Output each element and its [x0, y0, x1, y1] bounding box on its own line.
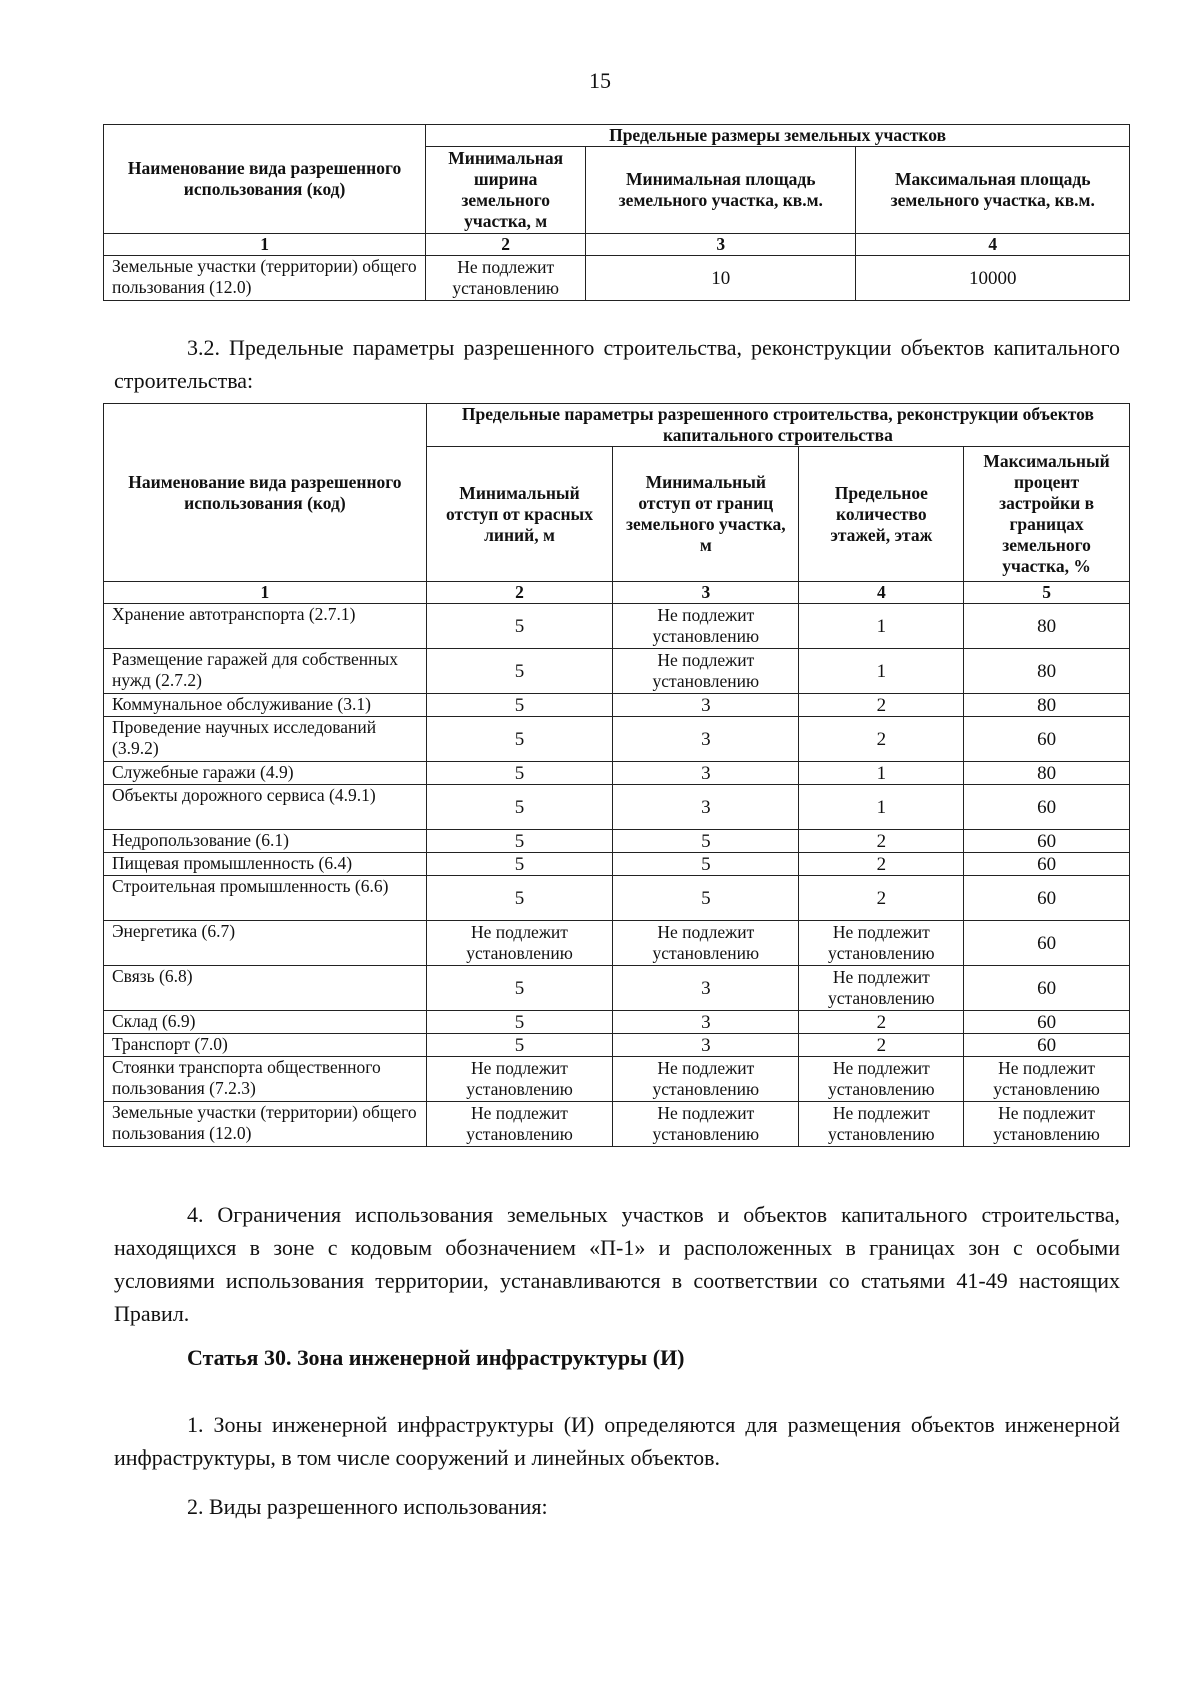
table2-row-red-line-offset: Не подлежит установлению — [426, 921, 612, 966]
table2-row-name: Коммунальное обслуживание (3.1) — [104, 694, 427, 717]
table2-row-red-line-offset: 5 — [426, 717, 612, 762]
table2-row-red-line-offset: Не подлежит установлению — [426, 1057, 612, 1102]
table1-header-max-area: Максимальная площадь земельного участка, кв.м. — [856, 147, 1130, 234]
table2-row-boundary-offset: 3 — [613, 966, 799, 1011]
table1-index-cell: 1 — [104, 234, 426, 256]
paragraph-4-text: 4. Ограничения использования земельных участков и объектов капитального строительства, находящихся в зоне с кодовым обозначением «П-1» и расположенных в границах зон с особыми условиями использования территории, устанавливаются в соответствии со статьями 41-49 настоящих Правил. — [114, 1202, 1120, 1326]
table-row — [104, 717, 1130, 762]
table2-row-build-percent: 60 — [964, 830, 1130, 853]
table2-row-floors: Не подлежит установлению — [799, 1057, 964, 1102]
table2-row-build-percent: 60 — [964, 921, 1130, 966]
paragraph-3-2 — [114, 331, 1120, 397]
paragraph-3-2-text: 3.2. Предельные параметры разрешенного строительства, реконструкции объектов капитального строительства: — [114, 335, 1120, 393]
table2-row-name: Транспорт (7.0) — [104, 1034, 427, 1057]
table2-row-build-percent: Не подлежит установлению — [964, 1057, 1130, 1102]
table2-row-floors: Не подлежит установлению — [799, 921, 964, 966]
table-row — [104, 762, 1130, 785]
article-30-heading: Статья 30. Зона инженерной инфраструктуры (И) — [187, 1345, 685, 1370]
table1-header-min-area: Минимальная площадь земельного участка, кв.м. — [586, 147, 856, 234]
table2-row-name: Размещение гаражей для собственных нужд (2.7.2) — [104, 649, 427, 694]
table2-row-boundary-offset: Не подлежит установлению — [613, 604, 799, 649]
table2-row-boundary-offset: 3 — [613, 1034, 799, 1057]
table2-row-build-percent: 80 — [964, 649, 1130, 694]
table1-header-min-width: Минимальная ширина земельного участка, м — [426, 147, 586, 234]
table2-row-build-percent: 80 — [964, 604, 1130, 649]
table1-index-cell: 3 — [586, 234, 856, 256]
table2-row-boundary-offset: Не подлежит установлению — [613, 921, 799, 966]
table2-row-build-percent: 80 — [964, 694, 1130, 717]
table2-header-floors: Предельное количество этажей, этаж — [799, 447, 964, 582]
table-row — [104, 694, 1130, 717]
table1-group-header: Предельные размеры земельных участков — [426, 125, 1130, 147]
table2-index-cell: 5 — [964, 582, 1130, 604]
table2-row-name: Проведение научных исследований (3.9.2) — [104, 717, 427, 762]
table2-row-red-line-offset: 5 — [426, 1034, 612, 1057]
table-row — [104, 1057, 1130, 1102]
table2-row-red-line-offset: Не подлежит установлению — [426, 1102, 612, 1147]
construction-parameters-table — [103, 403, 1130, 1147]
table2-row-boundary-offset: Не подлежит установлению — [613, 1102, 799, 1147]
paragraph-4 — [114, 1198, 1120, 1330]
land-plot-size-table — [103, 124, 1130, 301]
table2-row-red-line-offset: 5 — [426, 876, 612, 921]
table-row — [104, 1102, 1130, 1147]
table2-group-header: Предельные параметры разрешенного строительства, реконструкции объектов капитального строительства — [426, 404, 1129, 447]
table2-row-floors: 2 — [799, 876, 964, 921]
table2-row-build-percent: 60 — [964, 1011, 1130, 1034]
table2-row-red-line-offset: 5 — [426, 1011, 612, 1034]
table1-index-cell: 4 — [856, 234, 1130, 256]
table2-row-boundary-offset: 3 — [613, 717, 799, 762]
table2-header-boundary-offset: Минимальный отступ от границ земельного участка, м — [613, 447, 799, 582]
table2-row-name: Объекты дорожного сервиса (4.9.1) — [104, 785, 427, 830]
table-row — [104, 853, 1130, 876]
table2-row-floors: 2 — [799, 1034, 964, 1057]
table2-index-cell: 1 — [104, 582, 427, 604]
table2-row-floors: 2 — [799, 694, 964, 717]
table-row — [104, 785, 1130, 830]
table2-row-boundary-offset: 3 — [613, 762, 799, 785]
table-row — [104, 1034, 1130, 1057]
table1-row-min-area: 10 — [586, 256, 856, 301]
table2-row-build-percent: 60 — [964, 785, 1130, 830]
table-row — [104, 876, 1130, 921]
table2-row-boundary-offset: Не подлежит установлению — [613, 649, 799, 694]
table2-row-floors: 2 — [799, 830, 964, 853]
table2-row-build-percent: 60 — [964, 876, 1130, 921]
table2-row-build-percent: 60 — [964, 853, 1130, 876]
table2-row-name: Служебные гаражи (4.9) — [104, 762, 427, 785]
table2-row-name: Земельные участки (территории) общего пользования (12.0) — [104, 1102, 427, 1147]
table-row — [104, 604, 1130, 649]
table2-row-floors: Не подлежит установлению — [799, 1102, 964, 1147]
table2-row-boundary-offset: 3 — [613, 785, 799, 830]
table-row — [104, 830, 1130, 853]
table2-row-floors: Не подлежит установлению — [799, 966, 964, 1011]
table2-row-floors: 1 — [799, 762, 964, 785]
table2-row-build-percent: 60 — [964, 1034, 1130, 1057]
table-row — [104, 256, 1130, 301]
table2-row-build-percent: 60 — [964, 717, 1130, 762]
table2-header-red-line-offset: Минимальный отступ от красных линий, м — [426, 447, 612, 582]
table2-row-name: Стоянки транспорта общественного пользования (7.2.3) — [104, 1057, 427, 1102]
table1-row-name: Земельные участки (территории) общего пользования (12.0) — [104, 256, 426, 301]
table2-row-red-line-offset: 5 — [426, 604, 612, 649]
table-row — [104, 649, 1130, 694]
table2-row-floors: 1 — [799, 649, 964, 694]
table2-row-floors: 2 — [799, 1011, 964, 1034]
table1-name-header: Наименование вида разрешенного использования (код) — [104, 125, 426, 234]
table2-row-boundary-offset: 3 — [613, 1011, 799, 1034]
table2-row-red-line-offset: 5 — [426, 853, 612, 876]
table1-index-cell: 2 — [426, 234, 586, 256]
table2-row-floors: 1 — [799, 785, 964, 830]
page-number: 15 — [589, 68, 611, 93]
table2-row-boundary-offset: 3 — [613, 694, 799, 717]
paragraph-30-2 — [114, 1490, 1120, 1523]
table2-row-name: Пищевая промышленность (6.4) — [104, 853, 427, 876]
table2-row-red-line-offset: 5 — [426, 785, 612, 830]
table2-row-boundary-offset: 5 — [613, 853, 799, 876]
table2-row-boundary-offset: 5 — [613, 830, 799, 853]
table2-row-floors: 2 — [799, 853, 964, 876]
table2-row-name: Хранение автотранспорта (2.7.1) — [104, 604, 427, 649]
table-row — [104, 1011, 1130, 1034]
table-row — [104, 966, 1130, 1011]
table1-row-min-width: Не подлежит установлению — [426, 256, 586, 301]
table2-row-build-percent: Не подлежит установлению — [964, 1102, 1130, 1147]
table1-row-max-area: 10000 — [856, 256, 1130, 301]
table2-row-name: Связь (6.8) — [104, 966, 427, 1011]
table2-row-name: Строительная промышленность (6.6) — [104, 876, 427, 921]
table2-row-floors: 2 — [799, 717, 964, 762]
table-row — [104, 921, 1130, 966]
table2-row-build-percent: 60 — [964, 966, 1130, 1011]
table2-row-red-line-offset: 5 — [426, 694, 612, 717]
table2-row-name: Энергетика (6.7) — [104, 921, 427, 966]
table2-row-name: Склад (6.9) — [104, 1011, 427, 1034]
table2-header-build-percent: Максимальный процент застройки в границах земельного участка, % — [964, 447, 1130, 582]
paragraph-30-1 — [114, 1408, 1120, 1474]
table2-row-red-line-offset: 5 — [426, 966, 612, 1011]
table2-row-red-line-offset: 5 — [426, 649, 612, 694]
table2-row-floors: 1 — [799, 604, 964, 649]
table2-row-red-line-offset: 5 — [426, 762, 612, 785]
table2-row-boundary-offset: Не подлежит установлению — [613, 1057, 799, 1102]
table2-row-boundary-offset: 5 — [613, 876, 799, 921]
table2-index-cell: 3 — [613, 582, 799, 604]
table2-row-red-line-offset: 5 — [426, 830, 612, 853]
table2-index-cell: 2 — [426, 582, 612, 604]
table2-index-cell: 4 — [799, 582, 964, 604]
table2-row-build-percent: 80 — [964, 762, 1130, 785]
paragraph-30-2-text: 2. Виды разрешенного использования: — [187, 1494, 548, 1519]
paragraph-30-1-text: 1. Зоны инженерной инфраструктуры (И) определяются для размещения объектов инженерной инфраструктуры, в том числе сооружений и линейных объектов. — [114, 1412, 1120, 1470]
table2-name-header: Наименование вида разрешенного использования (код) — [104, 404, 427, 582]
table2-row-name: Недропользование (6.1) — [104, 830, 427, 853]
